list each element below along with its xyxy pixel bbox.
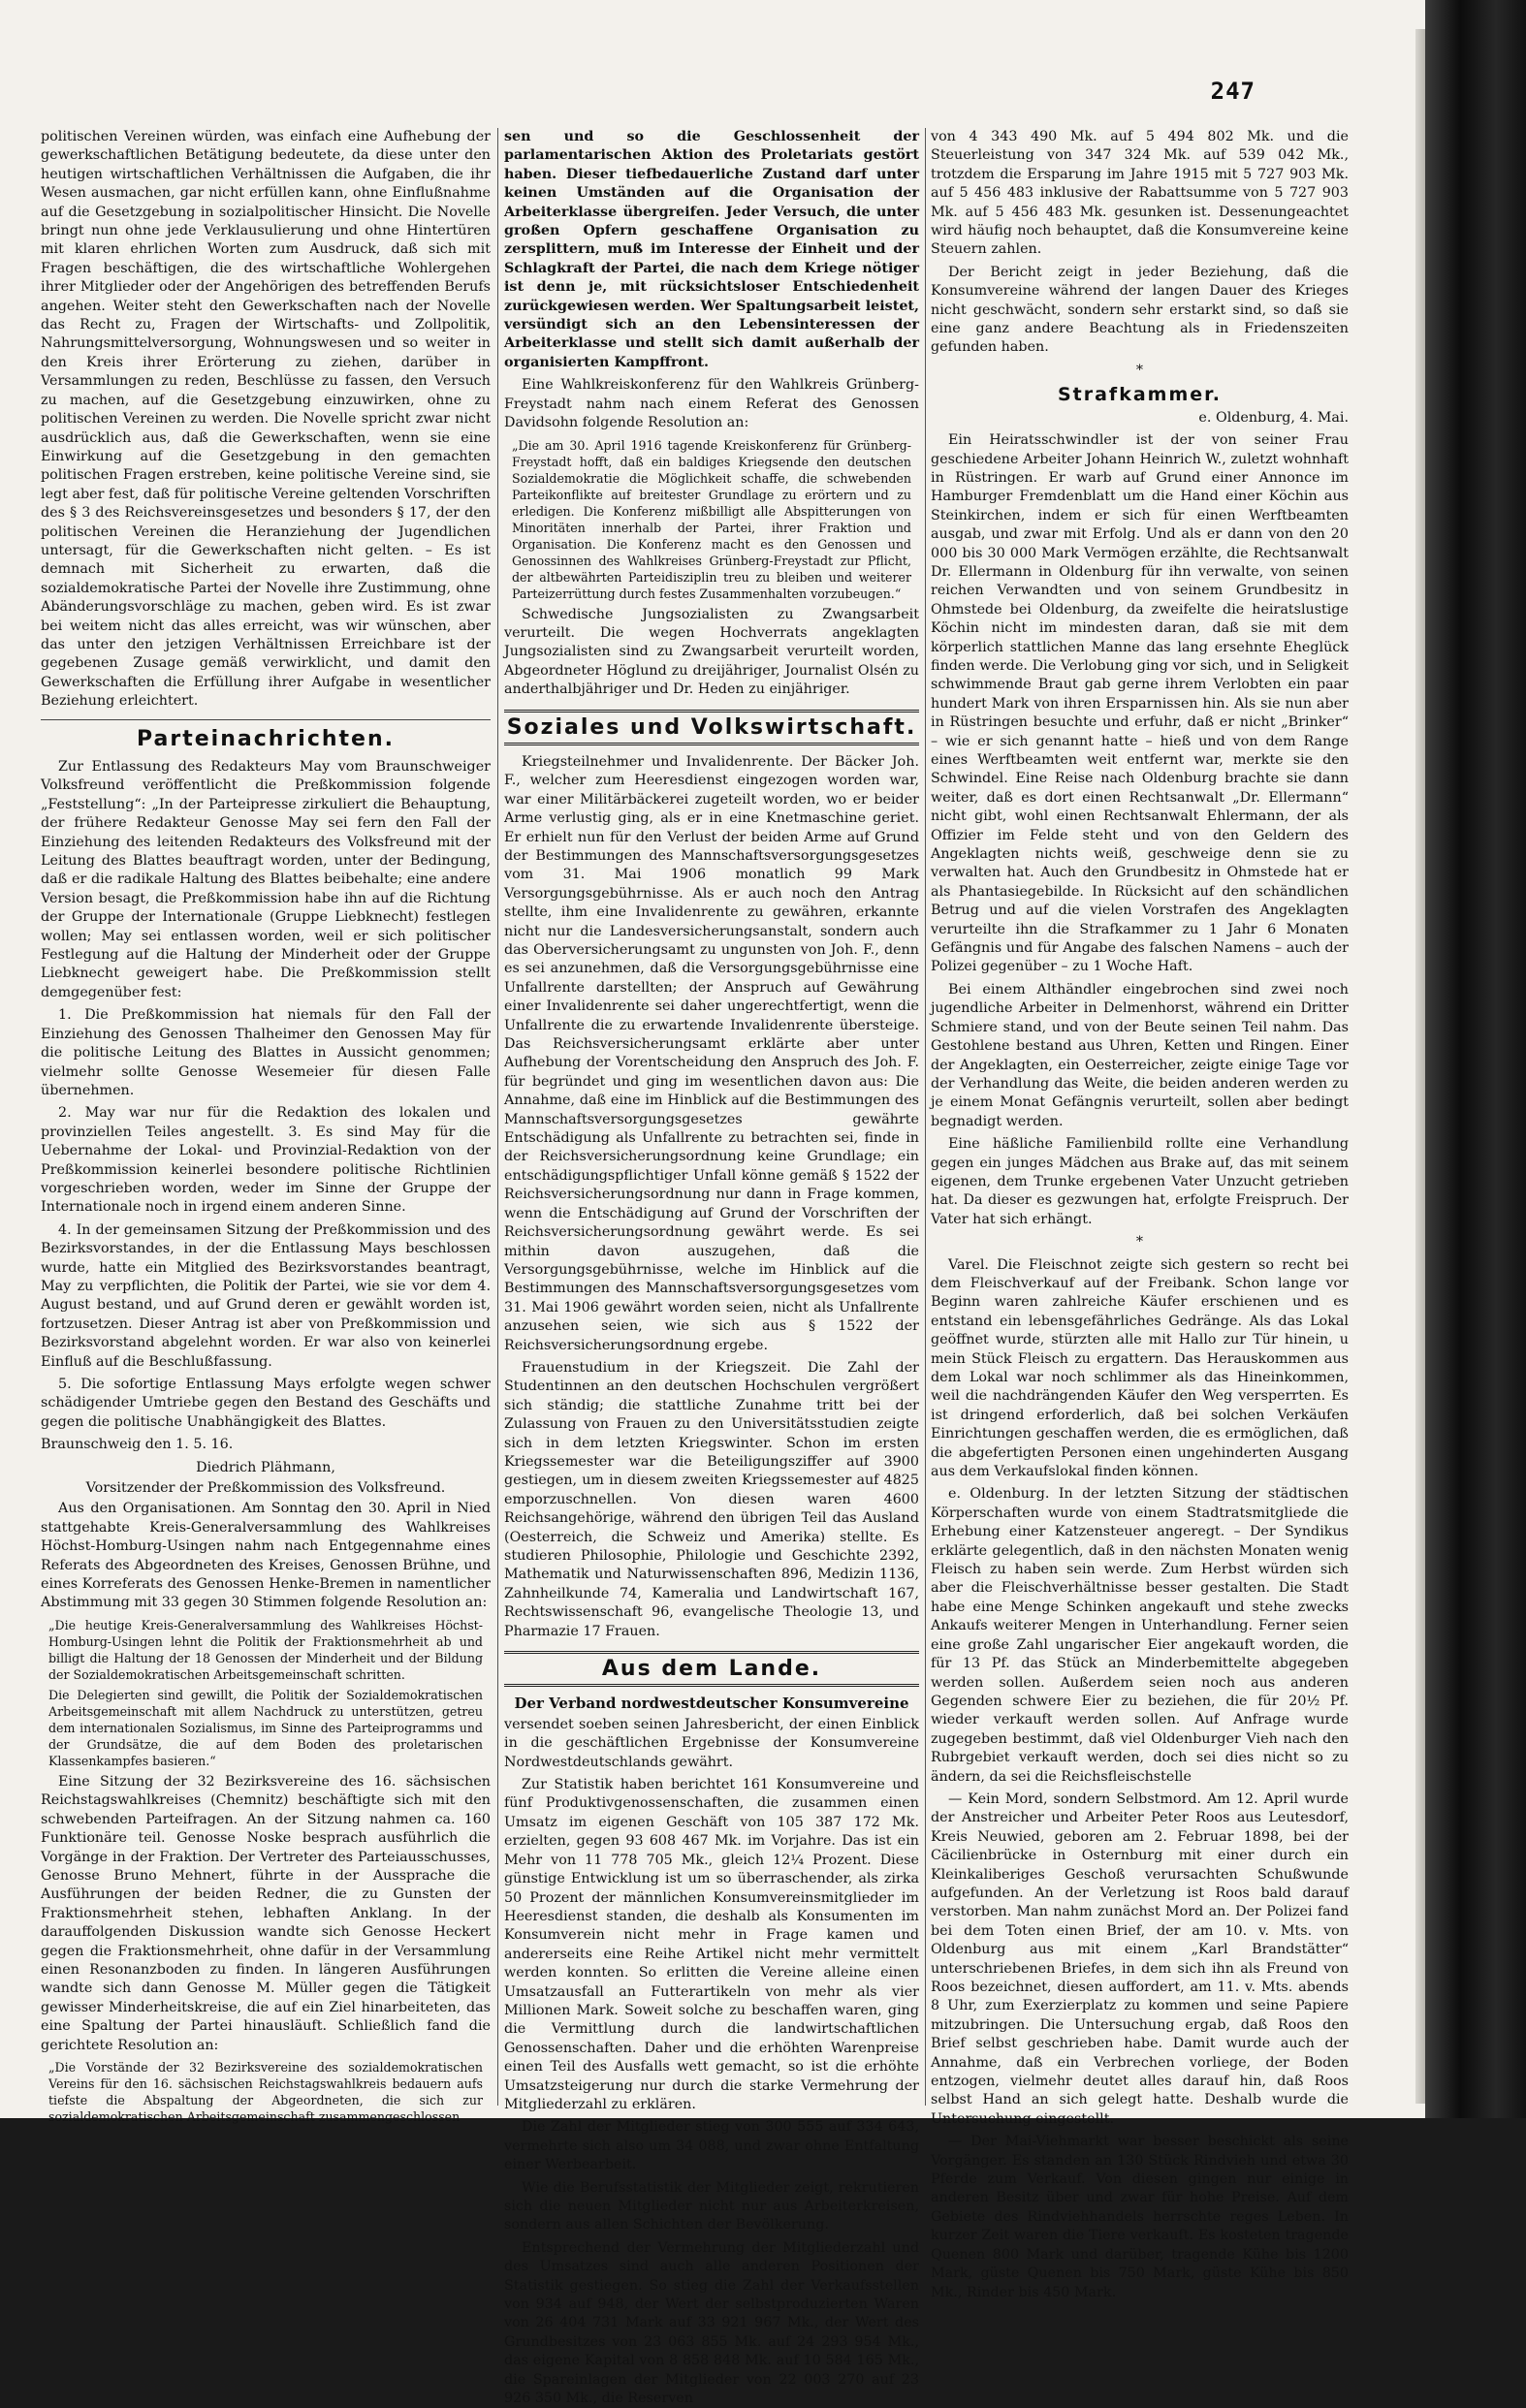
article-subheading: Der Verband nordwestdeutscher Konsumvereine (514, 1695, 909, 1713)
divider (41, 719, 491, 720)
article-paragraph: 5. Die sofortige Entlassung Mays erfolgte wegen schwer schädigender Umtriebe gegen den Bestand des Geschäfts und gegen die politische Unabhängigkeit des Blattes. (41, 1377, 491, 1430)
resolution-quote: Die Delegierten sind gewillt, die Politik der Sozialdemokratischen Arbeitsgemeinschaft mit allem Nachdruck zu unterstützen, getreu dem internationalen Sozialismus, im Sinne des Parteiprogramms und der Grundsätze, die auf dem Boden des proletarischen Klassenkampfes basieren.“ (48, 1687, 483, 1768)
resolution-quote: „Die Vorstände der 32 Bezirksvereine des sozialdemokratischen Vereins für den 16. sächsischen Reichstagswahlkreis bedauern aufs tiefste die Abspaltung der Abgeordneten, die sich zur sozialdemokratischen Arbeitsgemeinschaft zusammengeschlossen (48, 2059, 483, 2124)
article-paragraph: Bei einem Althändler eingebrochen sind zwei noch jugendliche Arbeiter in Delmenhorst, während ein Dritter Schmiere stand, und von der Beute seinen Teil nahm. Das Gestohlene bestand aus Uhren, Ketten und Ringen. Einer der Angeklagten, ein Oesterreicher, zeigte einige Tage vor der Verhandlung das Weite, die beiden anderen werden zu je einem Monat Gefängnis verurteilt, sollen aber bedingt begnadigt werden. (931, 981, 1349, 1129)
column-middle (504, 128, 919, 2407)
star-separator: * (1135, 362, 1144, 378)
article-paragraph: Varel. Die Fleischnot zeigte sich gestern so recht bei dem Fleischverkauf auf der Freibank. Schon lange vor Beginn waren zahlreiche Käufer erschienen und es entstand ein lebensgefährliches Gedränge. Als das Lokal geöffnet wurde, stürzten alle mit Hallo zur Tür hinein, u mein Stück Fleisch zu ergattern. Das Herauskommen aus dem Lokal war noch schlimmer als das Hineinkommen, weil die nachdrängenden Käufer den Weg versperrten. Es ist dringend erforderlich, daß bei solchen Verkäufen Einrichtungen geschaffen werden, die es ermöglichen, daß die abgefertigten Personen einen ungehinderten Ausgang aus dem Verkaufslokal finden können. (931, 1256, 1349, 1480)
resolution-quote: „Die heutige Kreis-Generalversammlung des Wahlkreises Höchst-Homburg-Usingen lehnt die Politik der Fraktionsmehrheit ab und billigt die Haltung der 18 Genossen der Minderheit und der Bildung der Sozialdemokratischen Arbeitsgemeinschaft schritten. (48, 1617, 483, 1682)
article-continuation: von 4 343 490 Mk. auf 5 494 802 Mk. und die Steuerleistung von 347 324 Mk. auf 539 042 Mk., trotzdem die Ersparung im Jahre 1915 mit 5 727 903 Mk. auf 5 456 483 inklusive der Rabattsumme von 5 727 903 Mk. auf 5 456 483 Mk. gesunken ist. Dessenungeachtet wird häufig noch behauptet, daß die Konsumvereine keine Steuern zahlen. (931, 129, 1349, 258)
signature-name: Diedrich Plähmann, (196, 1459, 335, 1475)
article-paragraph: Frauenstudium in der Kriegszeit. Die Zahl der Studentinnen an den deutschen Hochschulen vergrößert sich ständig; die stattliche Zunahme tritt bei der Zulassung von Frauen zu den Universitätsstudien zeigte sich in dem letzten Kriegswinter. Schon im ersten Kriegssemester war die Beteiligungsziffer auf 3900 gestiegen, um in diesem zweiten Kriegssemester auf 4825 emporzuschnellen. Von diesen waren 4600 Reichsangehörige, während den übrigen Teil das Ausland (Oesterreich, die Schweiz und Amerika) stellte. Es studieren Philosophie, Philologie und Geschichte 2392, Mathematik und Naturwissenschaften 896, Medizin 1136, Zahnheilkunde 74, Kameralia und Landwirtschaft 167, Rechtswissenschaft 96, evangelische Theologie 13, und Pharmazie 17 Frauen. (504, 1359, 919, 1639)
resolution-quote: „Die am 30. April 1916 tagende Kreiskonferenz für Grünberg-Freystadt hofft, daß ein baldiges Kriegsende den deutschen Sozialdemokratie die Möglichkeit schaffe, die schwebenden Parteikonflikte auf breitester Grundlage zu erörtern und zu erledigen. Die Konferenz mißbilligt alle Abspitterungen von Minoritäten innerhalb der Partei, ihrer Fraktion und Organisation. Die Konferenz macht es den Genossen und Genossinnen des Wahlkreises Grünberg-Freystadt zur Pflicht, der altbewährten Parteidisziplin treu zu bleiben und weiterer Parteizerrüttung durch festes Zusammenhalten vorzubeugen.“ (512, 437, 911, 601)
column-rule (497, 128, 498, 2106)
page-number: 247 (1210, 78, 1256, 105)
column-rule (925, 128, 926, 2106)
article-paragraph: Kriegsteilnehmer und Invalidenrente. Der Bäcker Joh. F., welcher zum Heeresdienst eingezogen worden war, war einer Militärbäckerei zugeteilt worden, wo er beider Arme verlustig ging, als er in eine Knetmaschine geriet. Er erhielt nun für den Verlust der beiden Arme auf Grund der Bestimmungen des Mannschaftsversorgungsgesetzes vom 31. Mai 1906 monatlich 99 Mark Versorgungsgebührnisse. Als er auch noch den Antrag stellte, ihm eine Invalidenrente zu gewähren, erkannte nicht nur die Landesversicherungsanstalt, sondern auch das Oberversicherungsamt zu ungunsten von Joh. F., denn es sei anzunehmen, daß die Versorgungsgebührnisse eine Unfallrente darstellten; der Anspruch auf Gewährung einer Invalidenrente sei daher ungerechtfertigt, wenn die Unfallrente die zu erwartende Invalidenrente übersteige. Das Reichsversicherungsamt erklärte aber unter Aufhebung der Vorentscheidung den Anspruch des Joh. F. für begründet und ging im wesentlichen davon aus: Die Annahme, daß eine im Hinblick auf die Bestimmungen des Mannschaftsversorgungsgesetzes gewährte Entschädigung als Unfallrente zu betrachten sei, finde in der Reichsversicherungsordnung keine Grundlage; ein entschädigungspflichtiger Unfall könne gemäß § 1522 der Reichsversicherungsordnung nur dann in Frage kommen, wenn die Entschädigung auf Grund der Vorschriften der Reichsversicherungsordnung gewährt werde. Es sei mithin davon auszugehen, daß die Versorgungsgebührnisse, welche im Hinblick auf die Bestimmungen des Mannschaftsversorgungsgesetzes vom 31. Mai 1906 gewährt worden seien, nicht als Unfallrente anzusehen seien, wie sich aus § 1522 der Reichsversicherungsordnung ergebe. (504, 753, 919, 1353)
article-paragraph: Wie die Berufsstatistik der Mitglieder zeigt, rekrutieren sich die neuen Mitglieder nicht nur aus Arbeiterkreisen, sondern aus allen Schichten der Bevölkerung. (504, 2179, 919, 2234)
article-paragraph: 1. Die Preßkommission hat niemals für den Fall der Einziehung des Genossen Thalheimer den Genossen May für die politische Leitung des Blattes in Aussicht genommen; vielmehr sollte Genosse Wesemeier für diesen Falle übernehmen. (41, 1007, 491, 1098)
column-right (931, 128, 1349, 2300)
article-paragraph: — Kein Mord, sondern Selbstmord. Am 12. April wurde der Anstreicher und Arbeiter Peter Roos aus Leutesdorf, Kreis Neuwied, geboren am 2. Februar 1898, bei der Cäcilienbrücke in Osternburg mit einer durch ein Kleinkaliberiges Geschoß verursachten Schußwunde aufgefunden. An der Verletzung ist Roos bald darauf verstorben. Man nahm zunächst Mord an. Der Polizei fand bei dem Toten einen Brief, der am 10. v. Mts. von Oldenburg aus mit einem „Karl Brandstätter“ unterschriebenen Briefes, in dem sich ihn als Freund von Roos bezeichnet, diesen auffordert, am 11. v. Mts. abends 8 Uhr, zum Exerzierplatz zu kommen und seine Papiere mitzubringen. Die Untersuchung ergab, daß Roos den Brief selbst geschrieben habe. Damit wurde auch der Annahme, daß ein Verbrechen vorliege, der Boden entzogen, vielmehr deutet alles darauf hin, daß Roos selbst Hand an sich gelegt hatte. Deshalb wurde die Untersuchung eingestellt. (931, 1790, 1349, 2127)
star-separator: * (1135, 1234, 1144, 1251)
signature-role: Vorsitzender der Preßkommission des Volksfreund. (85, 1480, 446, 1497)
section-heading-soziales: Soziales und Volkswirtschaft. (504, 710, 919, 745)
column-left (41, 128, 491, 2124)
section-heading-aus-dem-lande: Aus dem Lande. (504, 1651, 919, 1687)
article-paragraph: Eine Sitzung der 32 Bezirksvereine des 16. sächsischen Reichstagswahlkreises (Chemnitz) beschäftigte sich mit den schwebenden Parteifragen. An der Sitzung nahmen ca. 160 Funktionäre teil. Genosse Noske besprach ausführlich die Vorgänge in der Fraktion. Der Vertreter des Parteiausschusses, Genosse Bruno Mehnert, führte in der Aussprache die Ausführungen der beiden Redner, die zu Gunsten der Fraktionsmehrheit stehen, lebhaften Anklang. In der darauffolgenden Diskussion wandte sich Genosse Heckert gegen die Fraktionsmehrheit, ohne dafür in der Versammlung einen Resonanzboden zu finden. In längeren Ausführungen wandte sich dann Genosse M. Müller gegen die Tätigkeit gewisser Minderheitskreise, die auf ein Ziel hinarbeiteten, das eine Spaltung der Partei hinausläuft. Schließlich fand die gerichtete Resolution an: (41, 1773, 491, 2053)
article-paragraph: Die Zahl der Mitglieder stieg von 300 555 auf 334 643, vermehrte sich also um 34 088, und zwar ohne Entfaltung einer Werbearbeit. (504, 2119, 919, 2173)
article-paragraph: Aus den Organisationen. Am Sonntag den 30. April in Nied stattgehabte Kreis-Generalversammlung des Wahlkreises Höchst-Homburg-Usingen nahm nach Entgegennahme eines Referats des Abgeordneten des Kreises, Genossen Brühne, und eines Korreferats des Genossen Henke-Bremen in namentlicher Abstimmung mit 33 gegen 30 Stimmen folgende Resolution an: (41, 1501, 491, 1611)
place-date: Braunschweig den 1. 5. 16. (41, 1437, 234, 1453)
dateline: e. Oldenburg, 4. Mai. (1198, 409, 1349, 426)
article-continuation: politischen Vereinen würden, was einfach eine Aufhebung der gewerkschaftlichen Betätigung bedeutete, da diese unter den heutigen wirtschaftlichen Verhältnissen die Aufgaben, die ihr Wesen ausmachen, gar nicht erfüllen kann, ohne Einflußnahme auf die Gesetzgebung in sozialpolitischer Hinsicht. Die Novelle bringt nun ohne jede Verklausulierung und ohne Hintertüren mit klaren ehrlichen Worten zum Ausdruck, daß sich mit Fragen beschäftigen, die des wirtschaftliche Wohlergehen ihrer Mitglieder oder der Angehörigen des betreffenden Berufs angehen. Weiter steht den Gewerkschaften nach der Novelle das Recht zu, Fragen der Wirtschafts- und Zollpolitik, Nahrungsmittelversorgung, Wohnungswesen und so weiter in den Kreis ihrer Erörterung zu ziehen, darüber in Versammlungen zu reden, Beschlüsse zu fassen, den Versuch zu machen, auf die Gesetzgebung einzuwirken, ohne zu politischen Vereinen zu werden. Die Novelle spricht zwar nicht ausdrücklich aus, daß die Gewerkschaften, wenn sie eine Einwirkung auf die Gesetzgebung in den gemachten politischen Fragen erstreben, keine politische Vereine sind, sie legt aber fest, daß für politische Vereine geltenden Vorschriften des § 3 des Reichsvereinsgesetzes und besonders § 17, der den politischen Vereinen die Heranziehung der Jugendlichen untersagt, für die Gewerkschaften nicht gelten. – Es ist demnach mit Sicherheit zu erwarten, daß die sozialdemokratische Partei der Novelle ihre Zustimmung, ohne Abänderungsvorschläge zu machen, geben wird. Es ist zwar bei weitem nicht das alles erreicht, was wir wünschen, aber das unter den jetzigen Verhältnissen Erreichbare ist der gegebenen Zusage gemäß verwirklicht, und damit den Gewerkschaften die Erfüllung ihrer Aufgabe in wesentlicher Beziehung erleichtert. (41, 129, 491, 710)
section-heading-strafkammer: Strafkammer. (1057, 384, 1223, 406)
page-edge (1415, 29, 1425, 2104)
section-heading-parteinachrichten: Parteinachrichten. (137, 726, 395, 751)
article-paragraph: Der Bericht zeigt in jeder Beziehung, daß die Konsumvereine während der langen Dauer des Krieges nicht geschwächt, sondern sehr erstarkt sind, so daß sie eine ganz andere Beachtung als in Friedenszeiten gefunden haben. (931, 264, 1349, 356)
article-paragraph: Eine häßliche Familienbild rollte eine Verhandlung gegen ein junges Mädchen aus Brake auf, das mit seinem eigenen, dem Trunke ergebenen Vater Unzucht getrieben hat. Da dieser es gezwungen hat, erfolgte Freispruch. Der Vater hat sich erhängt. (931, 1136, 1349, 1227)
article-paragraph: Ein Heiratsschwindler ist der von seiner Frau geschiedene Arbeiter Johann Heinrich W., zuletzt wohnhaft in Rüstringen. Er warb auf Grund einer Annonce im Hamburger Fremdenblatt um die Hand einer Köchin aus Steinkirchen, indem er sich für einen Werftbeamten ausgab, und zwar mit Erfolg. Und als er dann von den 20 000 bis 30 000 Mark Vermögen erzählte, die Rechtsanwalt Dr. Ellermann in Oldenburg für ihn verwalte, von seinen reichen Verwandten und von seinem Grundbesitz in Ohmstede bei Oldenburg, da zweifelte die heiratslustige Köchin nicht im mindesten daran, daß sie mit dem körperlich stattlichen Manne das lang ersehnte Eheglück finden werde. Die Verlobung ging vor sich, und in Seligkeit schwimmende Braut gab gerne ihrem Verlobten ein paar hundert Mark von ihren Ersparnissen hin. Als sie nun aber in Rüstringen besuchte und erfuhr, daß er nicht „Brinker“ – wie er sich genannt hatte – hieß und von dem Range eines Werftbeamten weit entfernt war, merkte sie den Schwindel. Eine Reise nach Oldenburg brachte sie dann weiter, daß es dort einen Rechtsanwalt „Dr. Ellermann“ nicht gibt, wohl einen Rechtsanwalt Ehlermann, der als Offizier im Felde steht und von den Geldern des Angeklagten nichts weiß, geschweige denn sie zu verwalten hat. Auch den Grundbesitz in Ohmstede hat er als Phantasiegebilde. In Rücksicht auf den schändlichen Betrug und auf die vielen Vorstrafen des Angeklagten verurteilte ihn die Strafkammer zu 1 Jahr 6 Monaten Gefängnis und für Angabe des falschen Namens – auch der Polizei gegenüber – zu 1 Woche Haft. (931, 432, 1349, 975)
article-continuation: sen und so die Geschlossenheit der parlamentarischen Aktion des Proletariats gestört haben. Dieser tiefbedauerliche Zustand darf unter keinen Umständen auf die Organisation der Arbeiterklasse übergreifen. Jeder Versuch, die unter großen Opfern geschaffene Organisation zu zersplittern, muß im Interesse der Einheit und der Schlagkraft der Partei, die nach dem Kriege nötiger ist denn je, mit rücksichtsloser Entschiedenheit zurückgewiesen werden. Wer Spaltungsarbeit leistet, versündigt sich an den Lebensinteressen der Arbeiterklasse und stellt sich damit außerhalb der organisierten Kampffront. (504, 129, 919, 370)
book-binding (1425, 0, 1526, 2118)
article-paragraph: Zur Entlassung des Redakteurs May vom Braunschweiger Volksfreund veröffentlicht die Preßkommission folgende „Feststellung“: „In der Parteipresse zirkuliert die Behauptung, der frühere Redakteur Genosse May sei fern den Fall der Einziehung des leitenden Redakteurs des Volksfreund mit der Leitung des Blattes beauftragt worden, unter der Bedingung, daß er die radikale Haltung des Blattes beibehalte; eine andere Version besagt, die Preßkommission habe ihn auf die Richtung der Gruppe der Internationale (Gruppe Liebknecht) festlegen wollen; May sei entlassen worden, weil er sich politischer Festlegung auf die Haltung der Minderheit oder der Gruppe Liebknecht geweigert habe. Die Preßkommission stellt demgegenüber fest: (41, 759, 491, 1000)
article-paragraph: 4. In der gemeinsamen Sitzung der Preßkommission und des Bezirksvorstandes, in der die Entlassung Mays beschlossen wurde, hatte ein Mitglied des Bezirksvorstandes beantragt, May zu verpflichten, die Politik der Partei, wie sie vor dem 4. August bestand, und auf Grund deren er gewählt worden ist, fortzusetzen. Dieser Antrag ist aber von Preßkommission und Bezirksvorstand abgelehnt worden. Er war also von keinerlei Einfluß auf die Beschlußfassung. (41, 1221, 491, 1370)
article-paragraph: 2. May war nur für die Redaktion des lokalen und provinziellen Teiles angestellt. 3. Es sind May für die Uebernahme der Lokal- und Provinzial-Redaktion von der Preßkommission keinerlei besondere politische Richtlinien vorgeschrieben worden, weder im Sinne der Gruppe der Internationale noch in irgend einem anderen Sinne. (41, 1105, 491, 1216)
article-paragraph: e. Oldenburg. In der letzten Sitzung der städtischen Körperschaften wurde von einem Stadtratsmitgliede die Erhebung einer Katzensteuer angeregt. – Der Syndikus erklärte gelegentlich, daß in den nächsten Monaten wenig Fleisch zu haben sein werde. Zum Herbst würden sich aber die Fleischverhältnisse besser gestalten. Die Stadt habe eine Menge Schinken angekauft und stehe zwecks Ankaufs weiterer Mengen in Unterhandlung. Ferner seien eine große Zahl ungarischer Eier angekauft worden, die für 13 Pf. das Stück an Minderbemittelte abgegeben werden sollen. Außerdem seien noch aus anderen Gegenden schwere Eier zu beziehen, die für 20½ Pf. wieder verkauft werden sollen. Auf Anfrage wurde zugegeben bestimmt, daß viel Oldenburger Vieh nach den Rubrgebiet verkauft werden, doch sei dies nicht so zu ändern, da sei die Reichsfleischstelle (931, 1486, 1349, 1785)
article-paragraph: Entsprechend der Vermehrung der Mitgliederzahl und des Umsatzes sind auch alle anderen Positionen der Statistik gestiegen. So stieg die Zahl der Verkaufsstellen von 934 auf 948, der Wert der selbstproduzierten Waren von 26 404 731 Mark auf 33 921 967 Mk., der Wert des Grundbesitzes von 23 063 855 Mk. auf 24 293 954 Mk., das eigene Kapital von 8 858 848 Mk. auf 10 584 165 Mk., die Spareinlagen der Mitglieder von 22 003 270 auf 23 926 350 Mk., die Reserven (504, 2239, 919, 2407)
article-paragraph: Zur Statistik haben berichtet 161 Konsumvereine und fünf Produktivgenossenschaften, die zusammen einen Umsatz im eigenen Geschäft von 105 387 172 Mk. erzielten, gegen 93 608 467 Mk. im Vorjahre. Das ist ein Mehr von 11 778 705 Mk., gleich 12¼ Prozent. Diese günstige Entwicklung ist um so überraschender, als zirka 50 Prozent der männlichen Konsumvereinsmitglieder im Heeresdienst standen, die deshalb als Konsumenten im Konsumverein nicht mehr in Frage kamen und andererseits eine Reihe Artikel nicht mehr vermittelt werden konnten. So erlitten die Vereine alleine einen Umsatzausfall an Futterartikeln von mehr als vier Millionen Mark. Soweit solche zu beschaffen waren, ging die Vermittlung durch die landwirtschaftlichen Genossenschaften. Daher und die erhöhten Warenpreise einen Teil des Ausfalls wett gemacht, so ist die erhöhte Umsatzsteigerung nur durch die starke Vermehrung der Mitgliederzahl zu erklären. (504, 1777, 919, 2112)
article-paragraph: versendet soeben seinen Jahresbericht, der einen Einblick in die geschäftlichen Ergebnisse der Konsumvereine Nordwestdeutschlands gewährt. (504, 1716, 919, 1770)
article-paragraph: Schwedische Jungsozialisten zu Zwangsarbeit verurteilt. Die wegen Hochverrats angeklagten Jungsozialisten sind zu Zwangsarbeit verurteilt worden, Abgeordneter Höglund zu dreijähriger, Journalist Olsén zu anderthalbjähriger und Dr. Heden zu einjähriger. (504, 606, 919, 698)
article-paragraph: Eine Wahlkreiskonferenz für den Wahlkreis Grünberg-Freystadt nahm nach einem Referat des Genossen Davidsohn folgende Resolution an: (504, 377, 919, 431)
article-paragraph: — Der Mai-Viehmarkt war besser beschickt als seine Vorgänger. Es standen an 130 Stück Rindvieh und etwa 30 Pferde zum Verkauf. Von diesen gingen nur einige in anderen Besitz über und zwar für hohe Preise. Auf dem Gebiete des Rindviehhandels herrschte reges Leben. In kurzer Zeit waren die Tiere verkauft. Es kosteten tragende Quenen 800 Mark und darüber, tragende Kühe bis 1200 Mark, güste Quenen bis 750 Mark, güste Kühe bis 850 Mk., Rinder bis 450 Mark. (931, 2134, 1349, 2300)
